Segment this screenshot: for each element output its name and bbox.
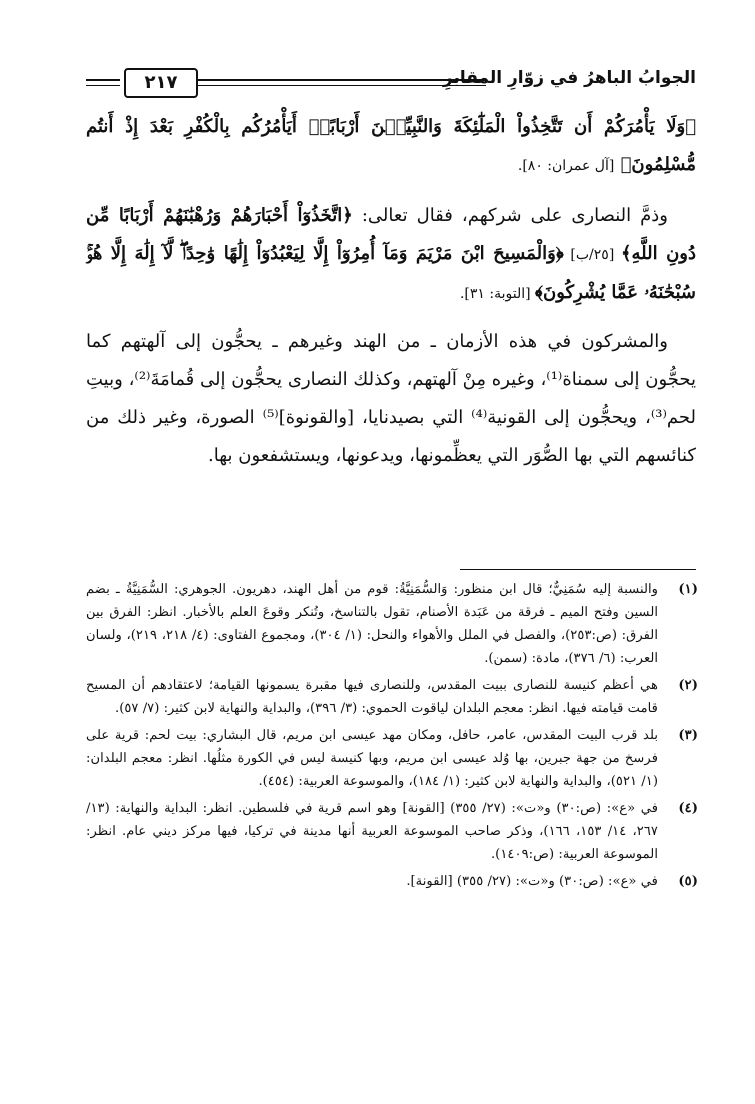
footnote-number: (٣) xyxy=(678,728,698,743)
paragraph-intro: وذمَّ النصارى على شركهم، فقال تعالى: xyxy=(352,205,668,226)
verse-text: ﴿وَلَا يَأْمُرَكُمْ أَن تَتَّخِذُواْ الْمَلَٰٓئِكَةَ وَالنَّبِيِّـۧنَ أَرْبَابًاۗ أَيَأْمُرُكُم بِالْكُفْرِ بَعْدَ إِذْ أَنتُم مُّسْلِمُونَ﴾ xyxy=(86,116,696,175)
paragraph xyxy=(86,197,696,313)
footnotes xyxy=(86,578,698,897)
header-rule-left xyxy=(86,79,120,86)
page-header xyxy=(86,64,696,104)
footnote xyxy=(86,674,698,720)
book-title: الجوابُ الباهرُ في زوّارِ المقابرِ xyxy=(442,68,696,88)
footnote xyxy=(86,870,698,893)
page-number: ٢١٧ xyxy=(124,68,198,98)
footnote xyxy=(86,578,698,670)
quran-verse-1 xyxy=(86,108,696,185)
verse-reference: [آل عمران: ٨٠]. xyxy=(517,158,615,174)
footnote xyxy=(86,724,698,793)
footnote-separator xyxy=(460,569,696,570)
folio-marker: [٢٥/ب] xyxy=(563,247,621,263)
verse-text: ﴿وَالْمَسِيحَ ابْنَ مَرْيَمَ وَمَآ أُمِرُوٓاْ إِلَّا لِيَعْبُدُوٓاْ إِلَٰهًا وَٰحِدًاۖ لَّآ إِلَٰهَ إِلَّا هُوَۚ سُبْحَٰنَهُۥ عَمَّا يُشْرِكُونَ﴾ xyxy=(86,243,696,303)
main-text xyxy=(86,108,696,475)
footnote-number: (١) xyxy=(678,582,698,597)
verse-reference: [التوبة: ٣١]. xyxy=(459,286,536,302)
footnote-number: (٤) xyxy=(678,801,698,816)
footnote-number: (٥) xyxy=(678,874,698,889)
footnote-text: بلد قرب البيت المقدس، عامر، حافل، ومكان مهد عيسى ابن مريم، قال البشاري: بيت لحم: قرية على فرسخ من جهة جبرين، بها وُلد عيسى ابن مريم، وبها كنيسة ليس في الكورة مثلُها. انظر: معجم البلدان: (١/ ٥٢١)، والبداية والنهاية لابن كثير: (١/ ١٨٤)، والموسوعة العربية: (٤٥٤). xyxy=(86,728,658,789)
footnote-text: والنسبة إليه سُمَنِيٌّ؛ قال ابن منظور: وَالسُّمَنِيَّةُ: قوم من أهل الهند، دهريون. الجوهري: السُّمَنِيَّةُ ـ بضم السين وفتح الميم ـ فرقة من عَبَدة الأصنام، تقول بالتناسخ، وتُنكر وقوعَ العلم بالأخبار. انظر: الفرق بين الفرق: (ص:٢٥٣)، والفصل في الملل والأهواء والنحل: (١/ ٣٠٤)، ومجموع الفتاوى: (٤/ ٢١٨، ٢١٩)، ولسان العرب: (٦/ ٣٧٦)، مادة: (سمن). xyxy=(86,582,658,666)
footnote-number: (٢) xyxy=(678,678,698,693)
footnote-text: هي أعظم كنيسة للنصارى ببيت المقدس، وللنصارى فيها مقبرة يسمونها القيامة؛ لاعتقادهم أن المسيح قامت قيامته فيها. انظر: معجم البلدان لياقوت الحموي: (٣/ ٣٩٦)، والبداية والنهاية لابن كثير: (٧/ ٥٧). xyxy=(86,678,658,716)
footnote-text: في «ع»: (ص:٣٠) و«ت»: (٢٧/ ٣٥٥) [القونة]. xyxy=(406,874,658,889)
paragraph: والمشركون في هذه الأزمان ـ من الهند وغيرهم ـ يحجُّون إلى آلهتهم كما يحجُّون إلى سمناة⁽¹⁾، وغيره مِنْ آلهتهم، وكذلك النصارى يحجُّون إلى قُمامَةَ⁽²⁾، وبيتِ لحم⁽³⁾، ويحجُّون إلى القونية⁽⁴⁾ التي بصيدنايا، [والقونوة]⁽⁵⁾ الصورة، وغير ذلك من كنائسهم التي بها الصُّوَر التي يعظِّمونها، ويدعونها، ويستشفعون بها. xyxy=(86,331,696,466)
verse-text: ﴿اتَّخَذُوٓاْ أَحْبَارَهُمْ وَرُهْبَٰنَهُمْ أَرْبَابًا مِّن دُونِ اللَّهِ﴾ xyxy=(86,205,696,264)
footnote-text: في «ع»: (ص:٣٠) و«ت»: (٢٧/ ٣٥٥) [القونة] وهو اسم قرية في فلسطين. انظر: البداية والنهاية: (١٣/ ٢٦٧، ١٤/ ١٥٣، ١٦٦)، وذكر صاحب الموسوعة العربية أنها مدينة في تركيا، فيها مركز ديني عام. انظر: الموسوعة العربية: (ص:١٤٠٩). xyxy=(86,801,659,862)
footnote xyxy=(86,797,698,866)
